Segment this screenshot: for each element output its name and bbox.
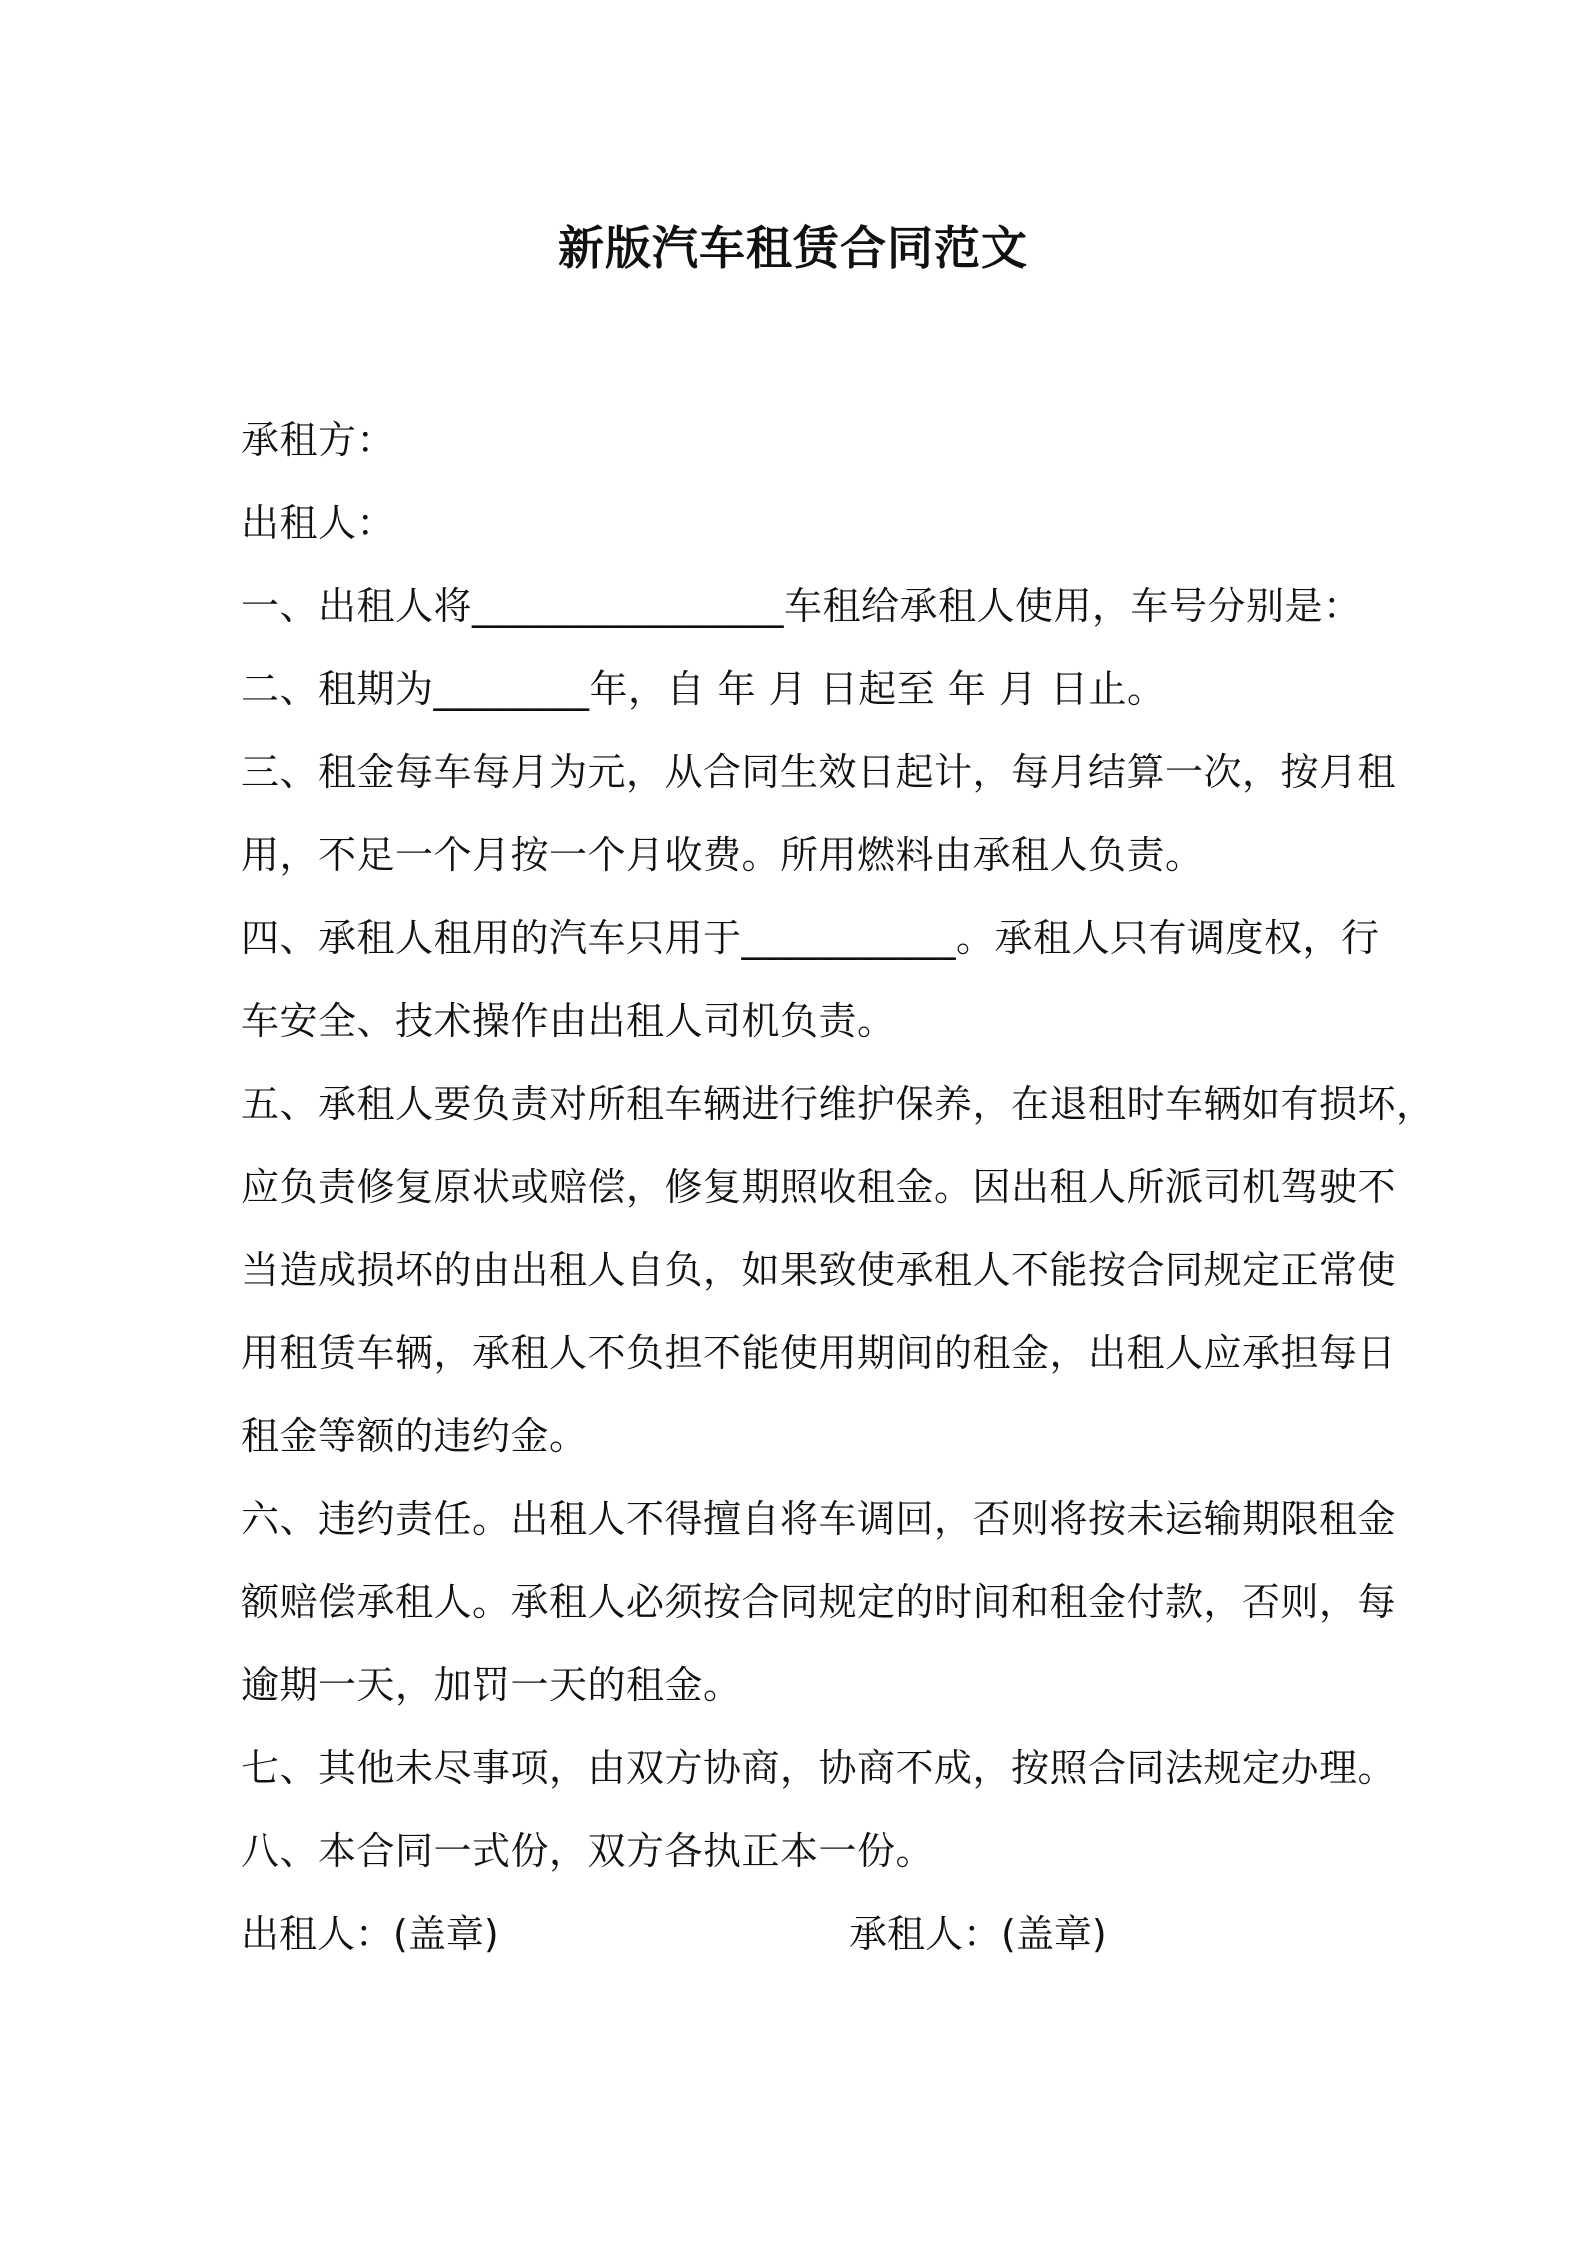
document-body bbox=[241, 410, 1435, 1987]
lessor-signature: 出租人：(盖章) bbox=[241, 1912, 499, 1956]
clause-5-line-4: 用租赁车辆，承租人不负担不能使用期间的租金，出租人应承担每日 bbox=[241, 1331, 1397, 1375]
clause-1: 一、出租人将________________车租给承租人使用，车号分别是： bbox=[241, 584, 1362, 628]
clause-2: 二、租期为________年，自 年 月 日起至 年 月 日止。 bbox=[241, 667, 1166, 711]
clause-7: 七、其他未尽事项，由双方协商，协商不成，按照合同法规定办理。 bbox=[241, 1746, 1397, 1790]
clause-6-line-1: 六、违约责任。出租人不得擅自将车调回，否则将按未运输期限租金 bbox=[241, 1497, 1397, 1541]
line-lessor: 出租人： bbox=[241, 501, 396, 545]
clause-4-line-2: 车安全、技术操作由出租人司机负责。 bbox=[241, 999, 896, 1043]
signature-row bbox=[241, 1904, 1357, 1987]
document-title: 新版汽车租赁合同范文 bbox=[558, 221, 1028, 275]
clause-6-line-3: 逾期一天，加罚一天的租金。 bbox=[241, 1663, 742, 1707]
clause-6-line-2: 额赔偿承租人。承租人必须按合同规定的时间和租金付款，否则，每 bbox=[241, 1580, 1397, 1624]
clause-5-line-3: 当造成损坏的由出租人自负，如果致使承租人不能按合同规定正常使 bbox=[241, 1248, 1397, 1292]
line-lessee: 承租方： bbox=[241, 418, 396, 462]
clause-5-line-5: 租金等额的违约金。 bbox=[241, 1414, 588, 1458]
clause-4-line-1: 四、承租人租用的汽车只用于___________。承租人只有调度权，行 bbox=[241, 916, 1380, 960]
clause-3-line-2: 用，不足一个月按一个月收费。所用燃料由承租人负责。 bbox=[241, 833, 1204, 877]
lessee-signature: 承租人：(盖章) bbox=[849, 1912, 1107, 1956]
clause-5-line-1: 五、承租人要负责对所租车辆进行维护保养，在退租时车辆如有损坏， bbox=[241, 1082, 1435, 1126]
clause-3-line-1: 三、租金每车每月为元，从合同生效日起计，每月结算一次，按月租 bbox=[241, 750, 1397, 794]
clause-8: 八、本合同一式份，双方各执正本一份。 bbox=[241, 1829, 935, 1873]
clause-5-line-2: 应负责修复原状或赔偿，修复期照收租金。因出租人所派司机驾驶不 bbox=[241, 1165, 1397, 1209]
